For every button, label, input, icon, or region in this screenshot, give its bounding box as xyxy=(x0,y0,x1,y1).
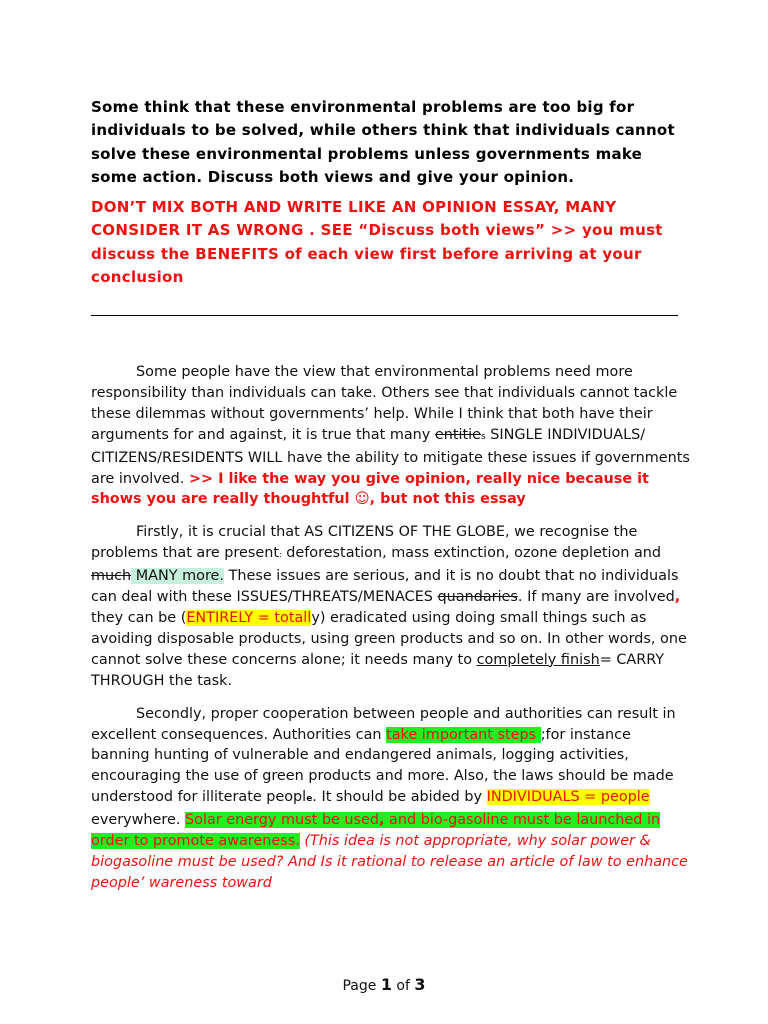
strikethrough-text: quandaries xyxy=(437,589,518,606)
text-run: SINGLE INDIVIDUALS/ CITIZENS/RESIDENTS WILL have the ability to mitigate these issues if governments are involved. xyxy=(91,426,690,487)
teacher-advice: DON’T MIX BOTH AND WRITE LIKE AN OPINION ESSAY, MANY CONSIDER IT AS WRONG . SEE “Discuss both views” >> you must discuss the BENEFITS of each view first before arriving at your conclusion xyxy=(91,198,663,286)
essay-prompt: Some think that these environmental problems are too big for individuals to be solved, while others think that individuals cannot solve these environmental problems unless governments make some action. Discuss both views and give your opinion. xyxy=(91,98,675,186)
highlighted-correction: Solar energy must be used xyxy=(185,812,380,829)
highlighted-text: MANY more. xyxy=(131,568,224,585)
highlighted-correction: and bio-gasoline must be launched in order to promote awareness. xyxy=(91,812,661,850)
text-run: ;for instance banning hunting of vulnerable and endangered animals, logging activities, encouraging the use of green products and more. Also, the laws should be made understood for illiterate peopl xyxy=(91,726,674,806)
text-run: These issues are serious, and it is no doubt that no individuals can deal with these ISSUES/THREATS/MENACES xyxy=(91,568,679,606)
text-run: deforestation, mass extinction, ozone depletion and xyxy=(281,545,662,562)
teacher-comment: >> I like the way you give opinion, really nice because it shows you are really thoughtful ☺, but not this essay xyxy=(91,470,649,508)
text-run: Firstly, it is crucial that AS CITIZENS OF THE GLOBE, we recognise the problems that are present xyxy=(91,524,638,562)
text-run: s xyxy=(480,431,486,442)
current-page-number: 1 xyxy=(380,975,392,994)
text-run: . It should be abided by xyxy=(312,789,487,806)
underlined-text: completely finish xyxy=(476,651,600,668)
highlighted-correction: INDIVIDUALS = people xyxy=(486,789,650,806)
teacher-comment: (This idea is not appropriate, why solar power & biogasoline must be used? And Is it rational to release an article of law to enhance people’ wareness toward xyxy=(91,833,688,891)
correction-mark: , xyxy=(379,812,385,829)
page-of-label: of xyxy=(396,978,410,994)
page-footer xyxy=(0,975,768,994)
highlighted-correction: ENTIRELY = totall xyxy=(186,609,312,626)
paragraph-second-view xyxy=(91,704,691,894)
strikethrough-text: much xyxy=(91,568,132,585)
paragraph-intro xyxy=(91,362,691,510)
text-run: e xyxy=(306,794,313,805)
correction-mark: , xyxy=(674,589,681,606)
horizontal-rule xyxy=(91,315,678,316)
text-run: . If many are involved xyxy=(517,589,675,606)
essay-body xyxy=(91,362,691,894)
text-run: Some people have the view that environmental problems need more responsibility than individuals can take. Others see that individuals cannot tackle these dilemmas without governments’ help. While I think that both have their arguments for and against, it is true that many xyxy=(91,364,678,443)
strikethrough-text: entitie xyxy=(434,426,481,443)
text-run: : xyxy=(278,550,282,560)
text-run: they can be ( xyxy=(91,609,187,626)
text-run: y) eradicated using doing small things such as avoiding disposable products, using green products and so on. In other words, one cannot solve these concerns alone; it needs many to xyxy=(91,609,687,668)
text-run: everywhere. xyxy=(91,812,186,829)
total-pages-number: 3 xyxy=(414,975,426,994)
highlighted-correction: take important steps xyxy=(386,726,541,743)
page-label: Page xyxy=(342,978,377,994)
text-run: Secondly, proper cooperation between people and authorities can result in excellent consequences. Authorities can xyxy=(91,705,676,743)
paragraph-first-view xyxy=(91,522,691,691)
text-run: = CARRY THROUGH the task. xyxy=(91,651,665,689)
